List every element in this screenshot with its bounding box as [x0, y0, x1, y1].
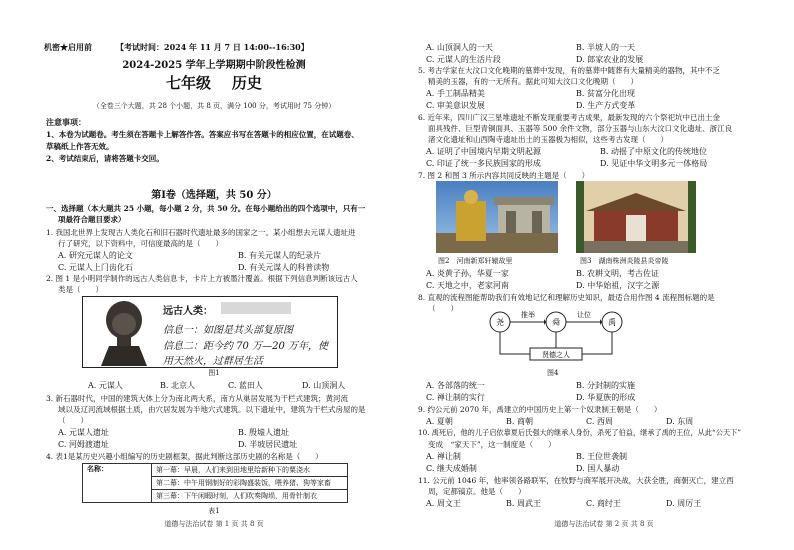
card-info-3: 用天然火，过群居生活	[163, 356, 263, 367]
q7-option-c[interactable]: C. 天地之中，老家河南	[426, 281, 509, 290]
q10-option-d[interactable]: D. 国人暴动	[576, 464, 620, 473]
table-1-caption: 表1	[208, 507, 220, 515]
q9-option-d[interactable]: D. 东周	[666, 417, 694, 426]
q4-option-b[interactable]: B. 半坡人的一天	[576, 43, 635, 52]
q4-option-d[interactable]: D. 郎家农业的发展	[576, 55, 644, 64]
q1-text: 1. 我国北世界上发现古人类化石和旧石器时代遗址最多的国家之一。某小组想去元谋人遗址进	[46, 228, 356, 237]
flow-edge-tuiju: 推举	[521, 311, 535, 319]
secret-mark: 机密★启用前	[44, 42, 92, 52]
q3-text-2: 域以及辽河流域根据土质，由穴居发展为半地穴式建筑。以下遗址中，建筑为干栏式房屋的是	[58, 405, 366, 414]
figure-4-caption: 图4	[547, 369, 559, 377]
note-line-2: 草稿纸上作答无效。	[46, 142, 114, 151]
q5-option-a[interactable]: A. 手工制品精美	[426, 89, 485, 98]
skull-bust-image	[89, 298, 159, 366]
q5-option-c[interactable]: C. 审美意识发展	[426, 101, 485, 110]
q2-text: 2. 图 1 是小明同学制作的远古人类信息卡，卡片上方被墨汁覆盖。根据下列信息判断该远古人	[46, 274, 358, 283]
figure-2-caption: 图2 河南新郑轩辕故里	[438, 257, 513, 265]
q7-text: 7. 图 2 和图 3 所示内容共同反映的主题是（ ）	[418, 171, 590, 180]
flow-label-yao: 尧	[496, 318, 504, 327]
card-title: 远古人类：	[163, 306, 213, 317]
q1-option-a[interactable]: A. 研究元谋人的论文	[58, 251, 133, 260]
table-name-header: 名称：	[83, 464, 152, 503]
q4-option-c[interactable]: C. 元谋人的生活片段	[426, 55, 501, 64]
ink-blot	[221, 302, 291, 314]
flow-label-shun: 舜	[552, 318, 560, 327]
table-1	[82, 463, 348, 503]
q1-option-b[interactable]: B. 有关元谋人的纪录片	[238, 251, 321, 260]
page-footer-left: 道德与法治试卷 第 1 页 共 8 页	[164, 520, 264, 528]
q6-text-2: 面具残件、巨型青铜面具、玉器等 500 余件文物，部分玉器与山东大汶口文化遗址、浙江良	[428, 124, 733, 133]
q4-text: 4. 表1是某历史兴趣小组编写的历史剧框架，据此判断这部历史剧的名称是（ ）	[46, 452, 323, 461]
flow-bottom-label: 贤德之人	[542, 351, 570, 359]
q10-option-c[interactable]: C. 继夫成婚制	[426, 464, 477, 473]
q8-option-a[interactable]: A. 各部落的统一	[426, 381, 485, 390]
q11-option-b[interactable]: B. 周武王	[506, 499, 541, 508]
q8-text: 8. 直观的流程图能帮助我们有效地记忆和理解历史知识，最适合用作图 4 流程图标题的是	[418, 293, 715, 302]
q7-option-b[interactable]: B. 农耕文明，考古佐证	[576, 269, 659, 278]
q3-option-c[interactable]: C. 河姆渡遗址	[58, 440, 109, 449]
part1-title: 第Ⅰ卷（选择题，共 50 分）	[151, 190, 277, 201]
q8-option-c[interactable]: C. 禅让制的实行	[426, 393, 485, 402]
table-row: 第三幕：下午闲暇时刻，人们吹奏陶埙，用骨针制衣	[152, 490, 348, 503]
q6-text: 6. 近年来，四川广汉三星堆遗址不断发现重要考古成果，最新发现的六个祭祀坑中已出土金	[418, 113, 721, 122]
q10-text: 10. 禹死后，他的儿子启依靠夏后氏强大的继承人身份，杀死了伯益，继承了禹的王位，从此“公天下”	[418, 428, 741, 437]
q8-text-2: （ ）	[428, 304, 458, 313]
info-card	[82, 296, 338, 368]
q9-text: 9. 约公元前 2070 年，禹建立的中国历史上第一个奴隶制王朝是（ ）	[418, 405, 662, 414]
q9-option-a[interactable]: A. 夏朝	[426, 417, 453, 426]
q9-option-c[interactable]: C. 西周	[586, 417, 613, 426]
q5-text: 5. 考古学家在大汶口文化晚期的墓葬中发现，有的墓葬中随葬有大量精美的器物，其中不乏	[418, 66, 721, 75]
q11-text: 11. 公元前 1046 年，他率领各路联军，在牧野与商军展开决战，大获全胜，商朝灭亡，建立西	[418, 476, 734, 485]
q1-option-d[interactable]: D. 有关元谋人的科普读物	[238, 263, 330, 272]
q5-option-b[interactable]: B. 贫富分化出现	[576, 89, 635, 98]
q11-text-2: 周，定都镐京。他是（ ）	[428, 487, 526, 496]
q4-option-a[interactable]: A. 山顶洞人的一天	[426, 43, 493, 52]
q3-option-d[interactable]: D. 半坡居民遗址	[238, 440, 298, 449]
note-line-3: 2、考试结束后，请将答题卡交回。	[46, 154, 164, 163]
section-heading: 一、选择题（本大题共 25 小题，每小题 2 分，共 50 分。在每小题给出的四个选项中，只有一	[46, 204, 366, 213]
note-line-1: 1、本卷为试题卷。考生须在答题卡上解答作答。答案应书写在答题卡的相应位置，在试题卷、	[46, 130, 359, 139]
card-info-2: 信息二：距今约 70 万—20 万年，使	[163, 341, 328, 352]
q10-text-2: 变成 “家天下”，这一制度是（ ）	[428, 440, 556, 449]
q3-option-a[interactable]: A. 元谋人遗址	[58, 428, 109, 437]
left-page	[24, 0, 404, 550]
yanling-photo	[576, 181, 696, 253]
q9-option-b[interactable]: B. 商朝	[506, 417, 533, 426]
flow-edge-rangwei: 让位	[577, 311, 591, 319]
q1-text-2: 行了研究，以下资料中，可信度最高的是（ ）	[58, 239, 223, 248]
q3-text: 3. 新石器时代，中国的建筑大体上分为南北两大系，南方从巢居发展为干栏式建筑；黄河流	[46, 394, 349, 403]
q6-text-3: 渚文化遗址和山西陶寺遗址出土的玉器极为相似，这些考古发现（ ）	[428, 135, 668, 144]
q5-text-2: 精美的玉器，有的一无所有。据此可知大汶口文化晚期（ ）	[428, 77, 638, 86]
q2-option-b[interactable]: B. 北京人	[160, 381, 195, 390]
q2-text-2: 类是（ ）	[58, 285, 103, 294]
q11-option-c[interactable]: C. 商纣王	[586, 499, 621, 508]
notes-heading: 注意事项：	[46, 117, 86, 127]
q3-text-3: （ ）	[58, 416, 88, 425]
q8-option-b[interactable]: B. 分封制的实施	[576, 381, 635, 390]
grade-subject: 七年级 历史	[166, 74, 262, 92]
q3-option-b[interactable]: B. 殷墟人遗址	[238, 428, 289, 437]
table-row: 第一幕：早晨，人们来到田地里给新种下的粟浇水	[152, 464, 348, 477]
q11-option-d[interactable]: D. 周厉王	[666, 499, 702, 508]
table-row: 第二幕：中午用钢制好的彩陶盛装饭，喂养猪、狗等家畜	[152, 477, 348, 490]
q10-option-b[interactable]: B. 王位世袭制	[576, 452, 627, 461]
flow-label-yu: 禹	[608, 318, 616, 327]
right-page	[414, 0, 794, 550]
figure-1-caption: 图1	[208, 369, 220, 377]
q1-option-c[interactable]: C. 元谋人上门齿化石	[58, 263, 133, 272]
exam-time: 【考试时间：2024 年 11 月 7 日 14:00--16:30】	[116, 42, 309, 52]
q10-option-a[interactable]: A. 禅让制	[426, 452, 461, 461]
flowchart	[484, 308, 634, 366]
q2-option-a[interactable]: A. 元谋人	[88, 381, 123, 390]
q5-option-d[interactable]: D. 生产方式变革	[576, 101, 636, 110]
q6-option-b[interactable]: B. 动摇了中原文化的传统地位	[600, 147, 707, 156]
q7-option-a[interactable]: A. 炎黄子孙，华夏一家	[426, 269, 509, 278]
figure-3-caption: 图3 湖南株洲炎陵县炎帝陵	[580, 257, 669, 265]
q2-option-d[interactable]: D. 山顶洞人	[302, 381, 346, 390]
q2-option-c[interactable]: C. 蓝田人	[228, 381, 263, 390]
exam-note: （全卷三个大题，共 28 个小题，共 8 页，满分 100 分，考试用时 75 分钟）	[92, 102, 336, 110]
q8-option-d[interactable]: D. 华夏族的形成	[576, 393, 636, 402]
card-info-1: 信息一：如图是其头部复原图	[163, 325, 293, 336]
q7-option-d[interactable]: D. 中华始祖，汉字之源	[576, 281, 660, 290]
q6-option-d[interactable]: D. 见证中华文明多元一体格局	[600, 159, 708, 168]
section-heading-2: 项最符合题目要求）	[58, 215, 126, 224]
q6-option-c[interactable]: C. 印证了统一多民族国家的形成	[426, 159, 541, 168]
page-footer-right: 道德与法治试卷 第 2 页 共 8 页	[554, 520, 654, 528]
xinzheng-photo	[436, 181, 558, 253]
exam-title: 2024-2025 学年上学期期中阶段性检测	[122, 60, 306, 71]
q11-option-a[interactable]: A. 周文王	[426, 499, 461, 508]
q6-option-a[interactable]: A. 证明了中国境内早期文明起源	[426, 147, 541, 156]
